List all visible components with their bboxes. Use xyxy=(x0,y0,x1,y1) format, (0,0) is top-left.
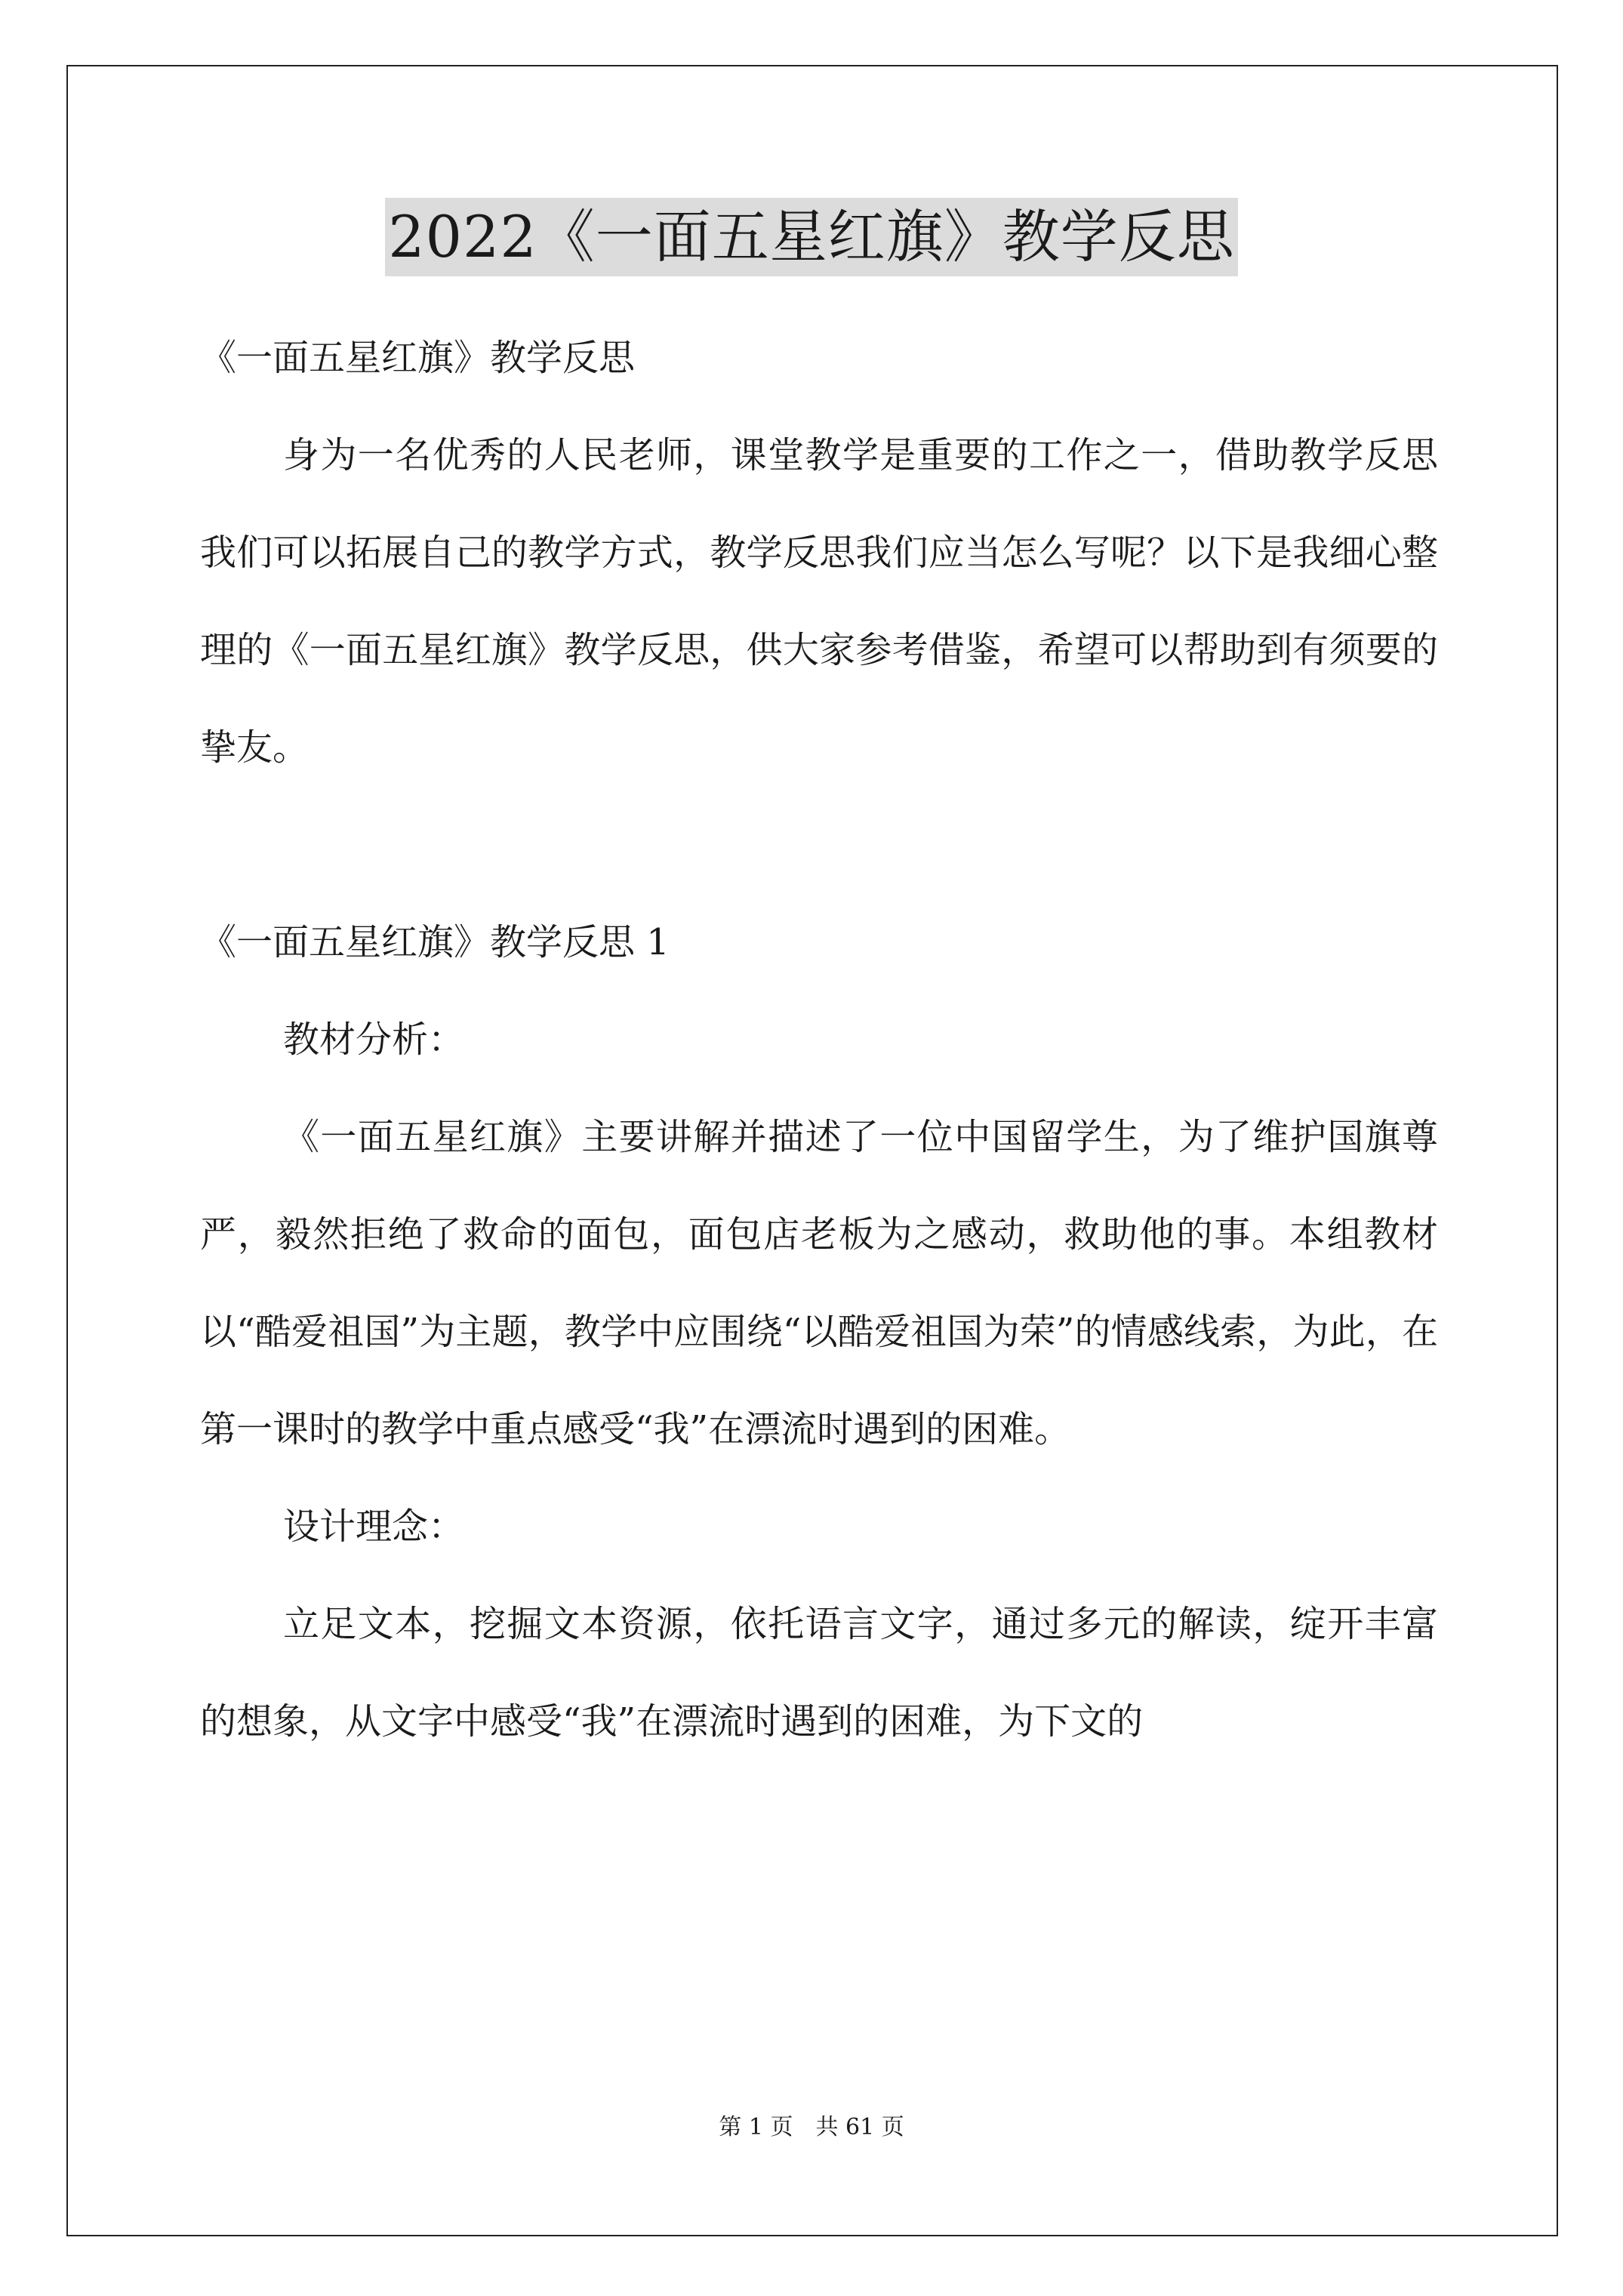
subheading-design-concept: 设计理念： xyxy=(283,1505,465,1548)
material-analysis-paragraph: 《一面五星红旗》主要讲解并描述了一位中国留学生，为了维护国旗尊严，毅然拒绝了救命的面包，面包店老板为之感动，救助他的事。本组教材以“酷爱祖国”为主题，教学中应围绕“以酷爱祖国为荣”的情感线索，为此，在第一课时的教学中重点感受“我”在漂流时遇到的困难。 xyxy=(200,1116,1438,1450)
design-concept-paragraph: 立足文本，挖掘文本资源，依托语言文字，通过多元的解读，绽开丰富的想象，从文字中感受“我”在漂流时遇到的困难，为下文的 xyxy=(200,1603,1438,1743)
page-footer: 第 1 页 共 61 页 xyxy=(719,2114,904,2140)
document-body xyxy=(200,310,1438,1771)
intro-paragraph: 身为一名优秀的人民老师，课堂教学是重要的工作之一，借助教学反思我们可以拓展自己的教学方式，教学反思我们应当怎么写呢？以下是我细心整理的《一面五星红旗》教学反思，供大家参考借鉴，希望可以帮助到有须要的挚友。 xyxy=(200,434,1438,769)
document-title: 2022《一面五星红旗》教学反思 xyxy=(385,198,1237,276)
paragraph-spacer xyxy=(200,797,1438,894)
title-container xyxy=(0,198,1623,276)
subheading-material-analysis: 教材分析： xyxy=(283,1019,465,1061)
subtitle-paragraph: 《一面五星红旗》教学反思 xyxy=(200,337,636,379)
section-heading: 《一面五星红旗》教学反思 1 xyxy=(200,921,670,963)
